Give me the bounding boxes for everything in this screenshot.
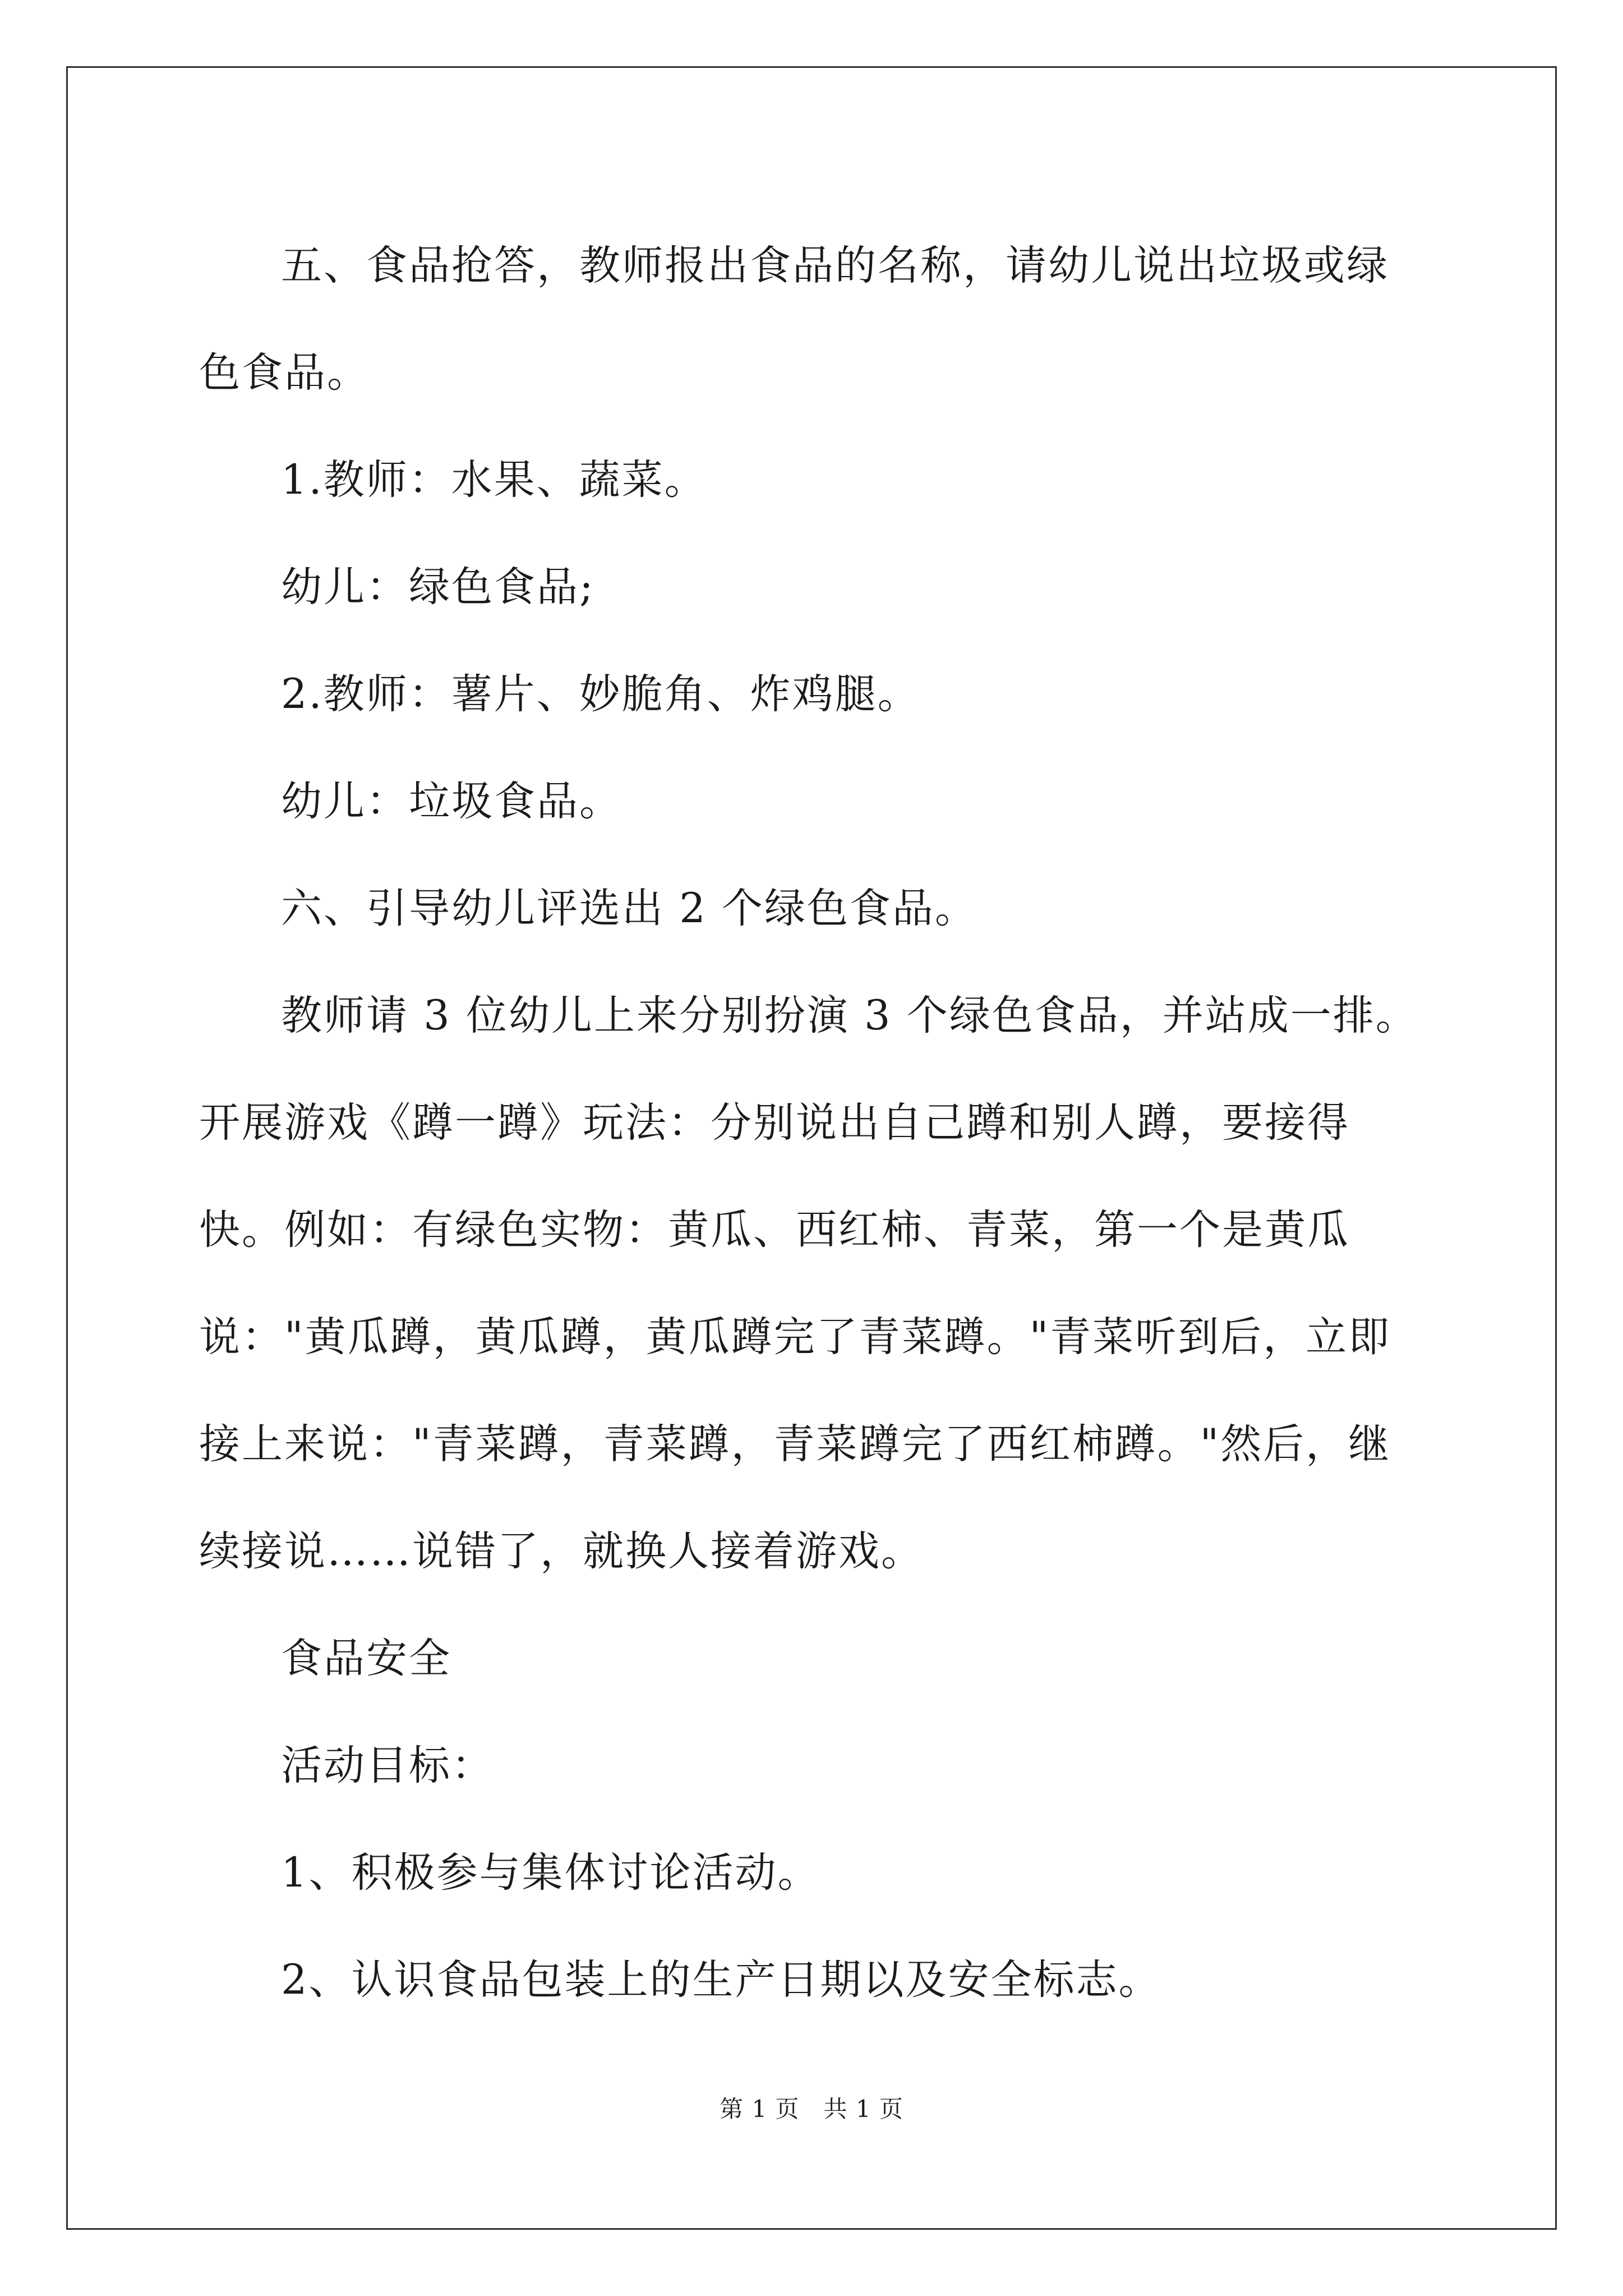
section-title-food-safety: 食品安全 xyxy=(281,1635,451,1682)
paragraph-teacher-snacks: 2.教师：薯片、妙脆角、炸鸡腿。 xyxy=(281,670,920,718)
page-footer: 第 1 页 共 1 页 xyxy=(720,2095,903,2123)
paragraph-teacher-fruit-vegetables: 1.教师：水果、蔬菜。 xyxy=(281,456,707,504)
paragraph-child-green-food: 幼儿：绿色食品; xyxy=(281,563,595,611)
paragraph-food-quiz-intro: 五、食品抢答，教师报出食品的名称，请幼儿说出垃圾或绿色食品。 xyxy=(199,242,1389,397)
goal-item-2: 2、认识食品包装上的生产日期以及安全标志。 xyxy=(281,1956,1161,2004)
heading-activity-goals: 活动目标： xyxy=(281,1742,494,1789)
paragraph-select-green-food: 六、引导幼儿评选出 2 个绿色食品。 xyxy=(281,885,978,932)
goal-item-1: 1、积极参与集体讨论活动。 xyxy=(281,1849,820,1897)
paragraph-squat-game: 教师请 3 位幼儿上来分别扮演 3 个绿色食品，并站成一排。开展游戏《蹲一蹲》玩法：分别说出自己蹲和别人蹲，要接得快。例如：有绿色实物：黄瓜、西红柿、青菜，第一个是黄瓜说："黄瓜蹲，黄瓜蹲，黄瓜蹲完了青菜蹲。"青菜听到后，立即接上来说："青菜蹲，青菜蹲，青菜蹲完了西红柿蹲。"然后，继续接说……说错了，就换人接着游戏。 xyxy=(199,992,1418,1575)
paragraph-child-junk-food: 幼儿：垃圾食品。 xyxy=(281,777,622,825)
document-body xyxy=(199,212,1427,2033)
